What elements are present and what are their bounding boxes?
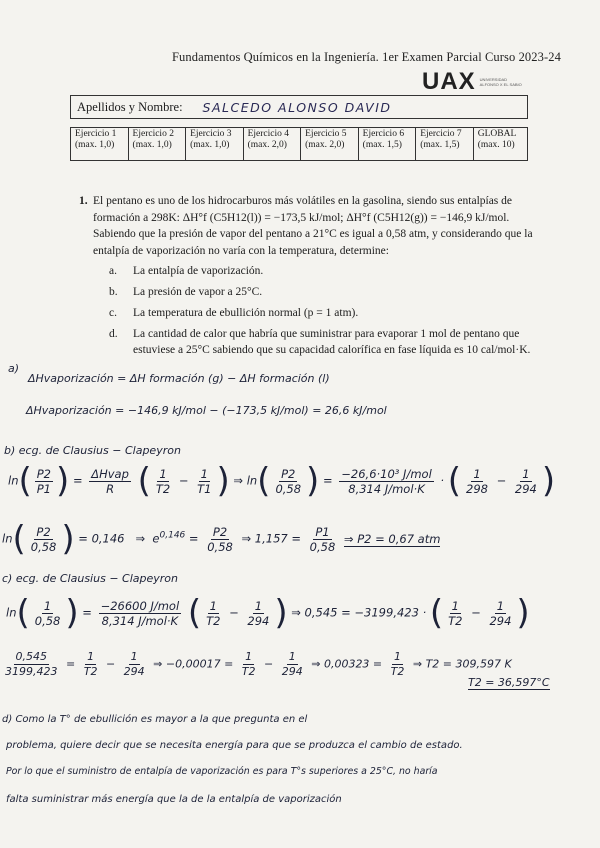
student-name-row [70,95,528,119]
problem-1 [79,193,539,363]
logo-sub-line: ALFONSO X EL SABIO [479,81,522,87]
exam-title: Fundamentos Químicos en la Ingeniería. 1er Examen Parcial Curso 2023-24 [172,50,561,64]
answer-d-line1: d) Como la T° de ebullición es mayor a la que pregunta en el [2,714,308,725]
answer-d-line3: Por lo que el suministro de entalpía de vaporización es para T°s superiores a 25°C, no haría [6,766,438,777]
name-label: Apellidos y Nombre: [77,99,183,114]
uax-logo [422,66,522,98]
answer-b-eq2: ln( $\frac{P2}{0,58}$ ) = 0,146 ⇒ $e^{0,146}$ = $\frac{P2}{0,58}$ ⇒ 1,157 = $\frac{P1}{0,58}$ ⇒ P2 = 0,67 atm [2,519,441,559]
problem-items [109,263,539,358]
answer-c-result: T2 = 36,597°C [468,676,550,689]
score-cell-global: GLOBAL (max. 10) [473,128,527,161]
problem-number: 1. [79,195,88,207]
logo-sub-line: UNIVERSIDAD [479,76,508,82]
problem-item-c: c. La temperatura de ebullición normal (p = 1 atm). [109,307,359,319]
answer-a-line2: ΔHvaporización = −146,9 kJ/mol − (−173,5 kJ/mol) = 26,6 kJ/mol [26,404,387,417]
score-cell-ex2: Ejercicio 2 (max. 1,0) [128,128,186,161]
problem-item-a: a. La entalpía de vaporización. [109,265,264,277]
student-name: SALCEDO ALONSO DAVID [202,99,392,115]
score-table [70,127,528,161]
answer-c-eq1: ln( $\frac{1}{0,58}$ ) = $\frac{\text{−26600 J/mol}}{\text{8,314 J/mol·K}}$ ( $\frac{1}{T2}$ − $\frac{1}{294}$ ) ⇒ 0,545 = −3199,423 · ( $\frac{1}{T2}$ − $\frac{1}{294}$ ) [6,593,530,633]
answer-c-header: c) ecg. de Clausius − Clapeyron [2,572,178,585]
logo-text: UAX [422,68,476,95]
problem-statement: El pentano es uno de los hidrocarburos más volátiles en la gasolina, siendo sus entalpías de formación a 298K: ΔH°f (C5H12(l)) = −173,5 kJ/mol; ΔH°f (C5H12(g)) = −146,9 kJ/mol. Sabiendo que la presión de vapor del pentano a 21°C es igual a 0,58 atm, y considerando que la entalpía de vaporización no varía con la temperatura, determine: [93,195,533,257]
score-cell-ex3: Ejercicio 3 (max. 1,0) [186,128,244,161]
score-cell-ex1: Ejercicio 1 (max. 1,0) [71,128,129,161]
answer-c-eq2: $\frac{0,545}{3199,423}$ = $\frac{1}{T2}$ − $\frac{1}{294}$ ⇒ −0,00017 = $\frac{1}{T2}$ − $\frac{1}{294}$ ⇒ 0,00323 = $\frac{1}{T2}$ ⇒ T2 = 309,597 K [5,650,512,678]
answer-b-eq1: ln( $\frac{P2}{P1}$ ) = $\frac{\text{ΔHvap}}{R}$ ( $\frac{1}{T2}$ − $\frac{1}{T1}$ ) ⇒ ln( $\frac{P2}{0,58}$ ) = $\frac{\text{−26,6·10³ J/mol}}{\text{8,314 J/mol·K}}$ · ( $\frac{1}{298}$ − $\frac{1}{294}$ ) [8,461,556,501]
answer-a-line1: ΔHvaporización = ΔH formación (g) − ΔH formación (l) [28,372,330,385]
answer-d-line4: falta suministrar más energía que la de la entalpía de vaporización [6,794,342,805]
score-cell-ex6: Ejercicio 6 (max. 1,5) [358,128,416,161]
answer-a-label: a) [8,362,20,375]
answer-d-line2: problema, quiere decir que se necesita energía para que se produzca el cambio de estado. [6,740,463,751]
answer-b-header: b) ecg. de Clausius − Clapeyron [4,444,181,457]
score-cell-ex4: Ejercicio 4 (max. 2,0) [243,128,301,161]
score-cell-ex5: Ejercicio 5 (max. 2,0) [301,128,359,161]
problem-item-b: b. La presión de vapor a 25°C. [109,286,263,298]
score-row [71,128,528,161]
score-cell-ex7: Ejercicio 7 (max. 1,5) [416,128,474,161]
logo-subtitle [480,78,522,87]
problem-item-d: d. La cantidad de calor que habría que suministrar para evaporar 1 mol de pentano que estuviese a 25°C sabiendo que su capacidad calorífica en fase líquida es 10 cal/mol·K. [109,328,531,356]
